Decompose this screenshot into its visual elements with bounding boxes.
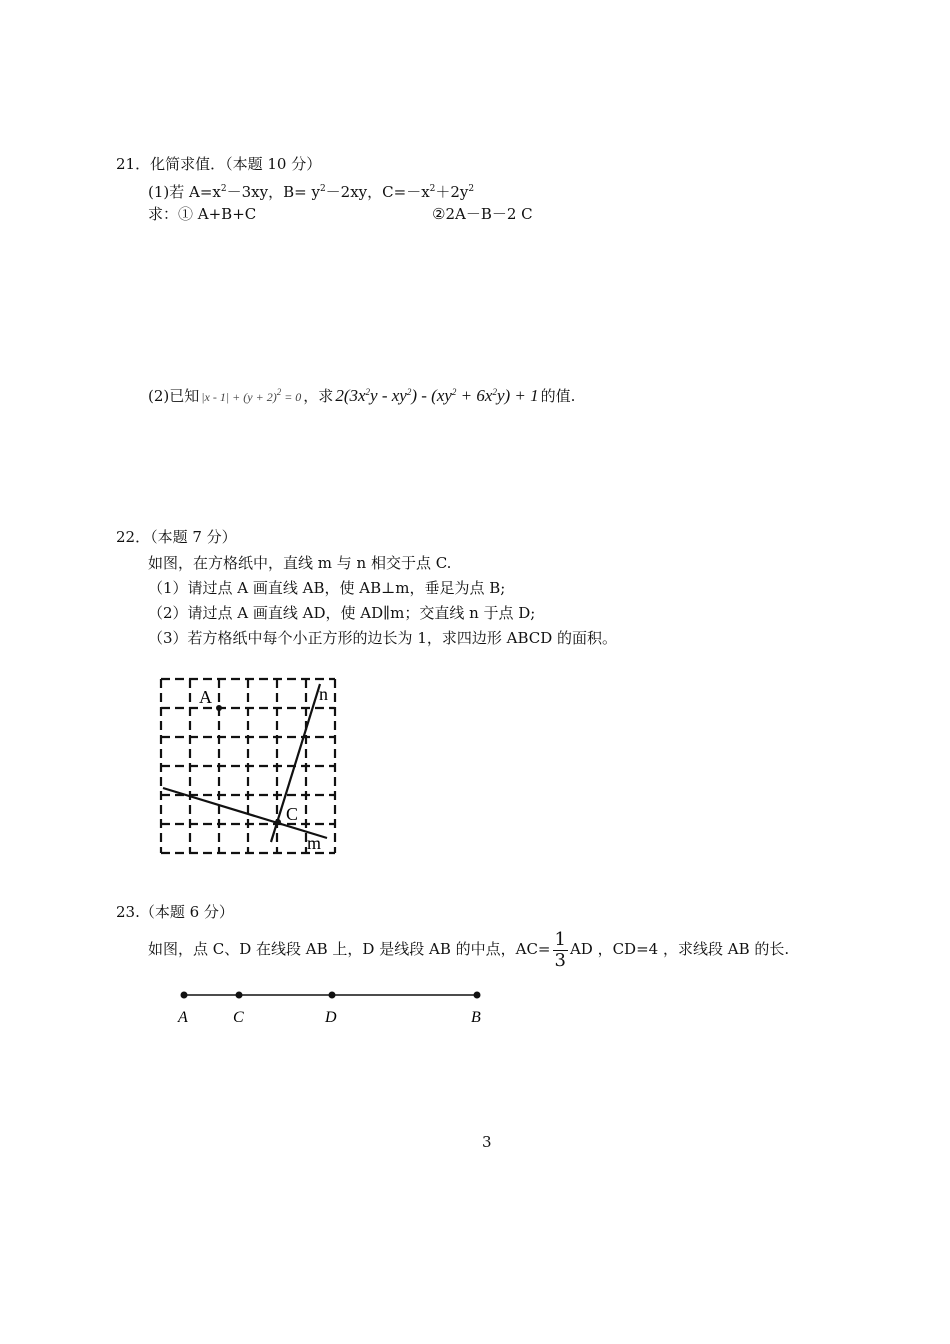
q21-part1-ask-b: ②2A－B－2 C xyxy=(432,205,533,223)
q23-text-before: 如图，点 C、D 在线段 AB 上，D 是线段 AB 的中点，AC= xyxy=(148,940,551,958)
point-a-dot xyxy=(181,992,188,999)
page-number: 3 xyxy=(482,1133,492,1151)
q23-frac-den: 3 xyxy=(554,949,566,971)
point-c-dot xyxy=(236,992,243,999)
q21-part2 xyxy=(148,382,575,407)
point-d-dot xyxy=(329,992,336,999)
q21-part2-mid: ，求 xyxy=(303,387,334,405)
q22-intro: 如图，在方格纸中，直线 m 与 n 相交于点 C. xyxy=(148,554,452,572)
q21-part1-given: (1)若 $A=x^2-3xy$，$B= y^2-2xy$，$C=-x^2+2y^2$ xyxy=(148,183,475,201)
label-a: A xyxy=(178,1009,188,1026)
q22-step3: （3）若方格纸中每个小正方形的边长为 1，求四边形 ABCD 的面积。 xyxy=(148,629,618,647)
q22-step1: （1）请过点 A 画直线 AB，使 AB⊥m，垂足为点 B; xyxy=(148,579,506,597)
q22-step2: （2）请过点 A 画直线 AD，使 AD∥m；交直线 n 于点 D; xyxy=(148,604,536,622)
q23-text-after: AD ，CD=4 ，求线段 AB 的长. xyxy=(569,940,790,958)
q23-problem xyxy=(148,928,789,971)
q21-part2-expression: $2(3x^2y - xy^2) - (xy^2 + 6x^2y) + 1$ xyxy=(335,386,539,405)
label-c: C xyxy=(233,1009,244,1026)
point-c-dot xyxy=(275,819,281,825)
segment-figure xyxy=(170,985,500,1030)
label-a: A xyxy=(199,687,212,707)
dashed-grid xyxy=(161,679,335,853)
label-c: C xyxy=(286,804,299,824)
q23-title: 23.（本题 6 分） xyxy=(116,903,234,921)
grid-figure xyxy=(155,672,345,858)
point-b-dot xyxy=(474,992,481,999)
q22-title: 22．（本题 7 分） xyxy=(116,528,237,546)
q23-fraction xyxy=(553,930,568,971)
q21-title: 21．化简求值．（本题 10 分） xyxy=(116,155,322,173)
q23-frac-num: 1 xyxy=(554,928,566,950)
label-n: n xyxy=(319,684,328,704)
q21-part1-ask-a: 求：① A+B+C xyxy=(148,205,257,223)
q21-part2-condition: $|x - 1| + (y + 2)^2 = 0$ xyxy=(201,387,302,404)
q21-part2-prefix: (2)已知 xyxy=(148,387,200,405)
label-b: B xyxy=(471,1009,481,1026)
label-d: D xyxy=(325,1009,337,1026)
q21-part2-suffix: 的值. xyxy=(540,387,576,405)
point-a-dot xyxy=(216,705,222,711)
label-m: m xyxy=(307,833,322,853)
